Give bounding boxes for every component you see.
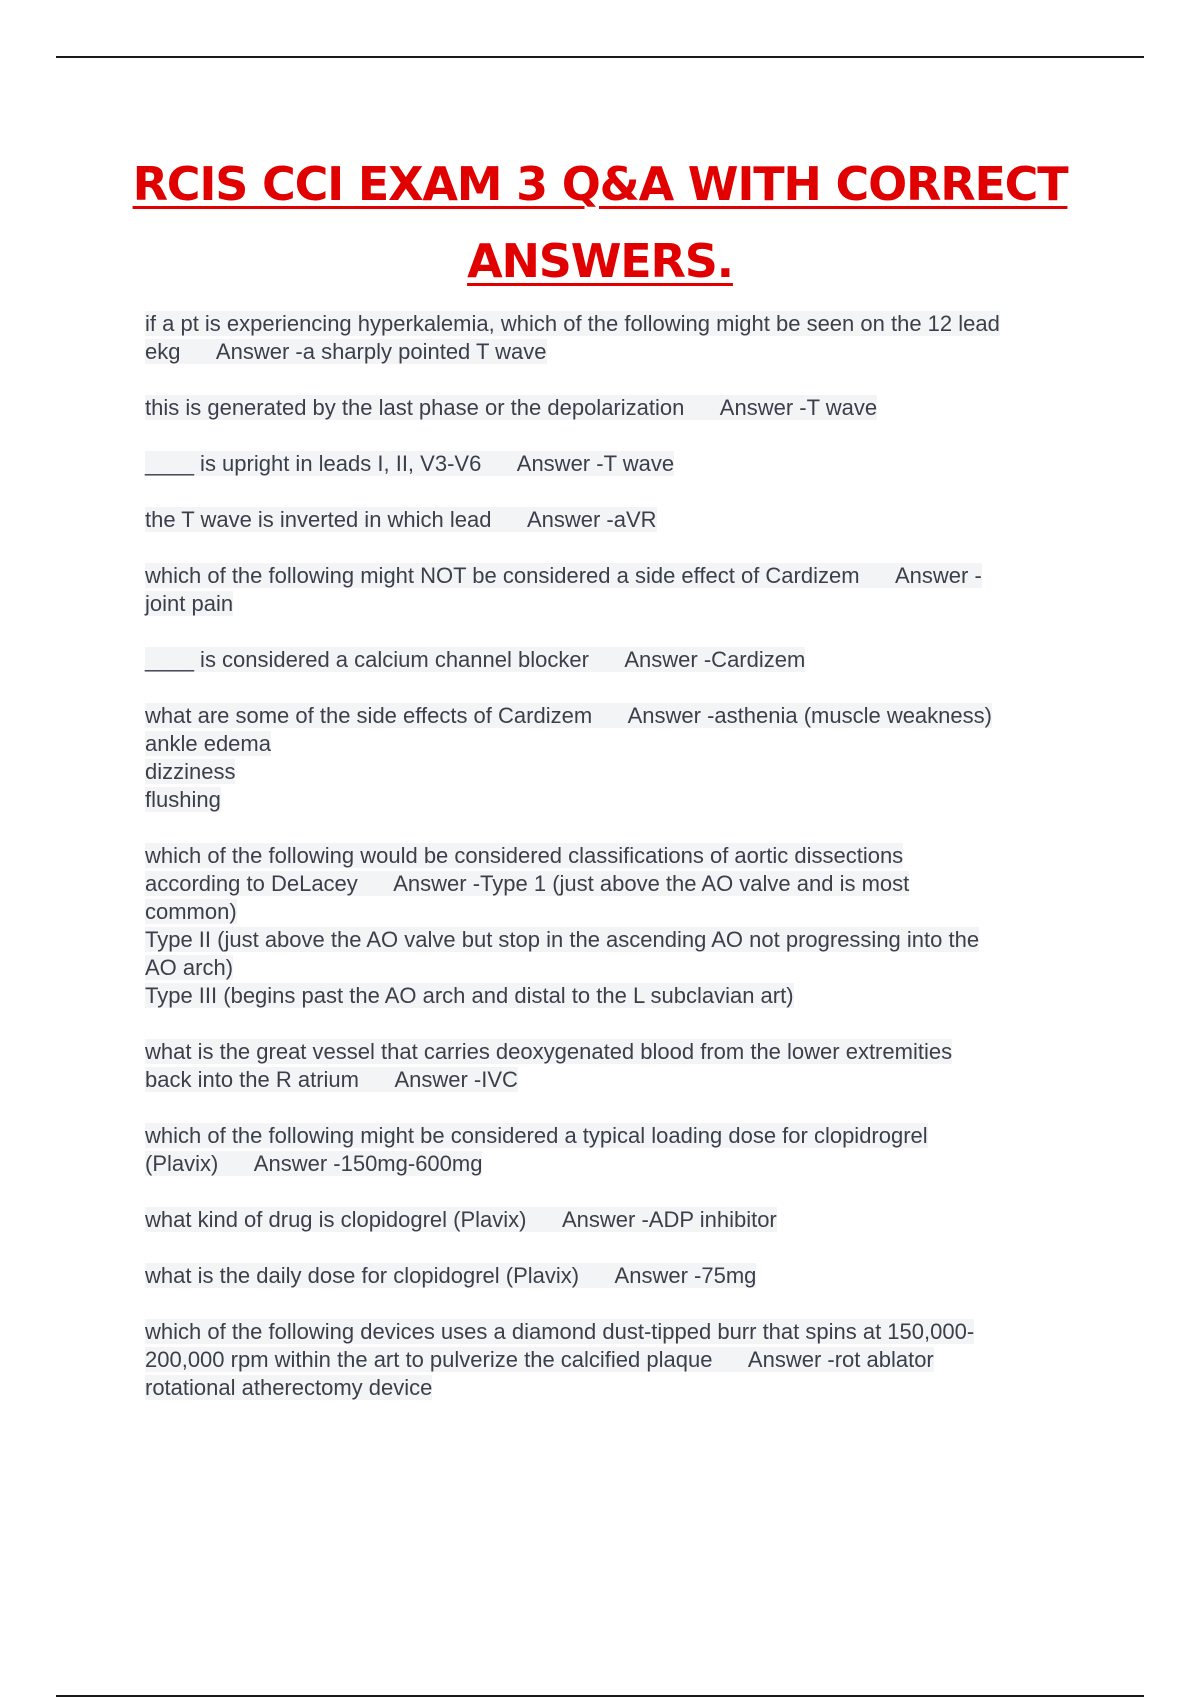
qa-text: which of the following would be considered classifications of aortic dissections according to DeLacey Answer -Type 1 (just above the AO valve and is most common) Type II (just above the AO valve but stop in the ascending AO not progressing into the AO arch) Type III (begins past the AO arch and distal to the L subclavian art) bbox=[145, 843, 980, 1008]
qa-item bbox=[145, 506, 1095, 534]
document-title-line2: ANSWERS. bbox=[467, 234, 733, 288]
qa-text: ____ is considered a calcium channel blocker Answer -Cardizem bbox=[145, 647, 806, 672]
qa-item bbox=[145, 702, 1095, 814]
document-title bbox=[60, 146, 1140, 300]
qa-item bbox=[145, 450, 1095, 478]
qa-text: this is generated by the last phase or the depolarization Answer -T wave bbox=[145, 395, 878, 420]
qa-text: if a pt is experiencing hyperkalemia, which of the following might be seen on the 12 lead ekg Answer -a sharply pointed T wave bbox=[145, 311, 1000, 364]
qa-text: what is the daily dose for clopidogrel (Plavix) Answer -75mg bbox=[145, 1263, 757, 1288]
qa-text: ____ is upright in leads I, II, V3-V6 Answer -T wave bbox=[145, 451, 675, 476]
qa-item bbox=[145, 842, 1095, 1010]
qa-text: the T wave is inverted in which lead Answer -aVR bbox=[145, 507, 657, 532]
qa-item bbox=[145, 646, 1095, 674]
qa-item bbox=[145, 1122, 1095, 1178]
qa-text: which of the following devices uses a diamond dust-tipped burr that spins at 150,000- 200,000 rpm within the art to pulverize the calcified plaque Answer -rot ablator rotational atherectomy device bbox=[145, 1319, 975, 1400]
page-bottom-rule bbox=[56, 1695, 1144, 1697]
qa-text: what is the great vessel that carries deoxygenated blood from the lower extremities back into the R atrium Answer -IVC bbox=[145, 1039, 953, 1092]
document-title-line1: RCIS CCI EXAM 3 Q&A WITH CORRECT bbox=[132, 157, 1068, 211]
qa-item bbox=[145, 1262, 1095, 1290]
page-top-rule bbox=[56, 56, 1144, 58]
qa-text: what kind of drug is clopidogrel (Plavix) Answer -ADP inhibitor bbox=[145, 1207, 777, 1232]
qa-item bbox=[145, 310, 1095, 366]
qa-item bbox=[145, 1038, 1095, 1094]
qa-text: which of the following might be considered a typical loading dose for clopidrogrel (Plavix) Answer -150mg-600mg bbox=[145, 1123, 928, 1176]
qa-item bbox=[145, 562, 1095, 618]
qa-text: what are some of the side effects of Cardizem Answer -asthenia (muscle weakness) ankle edema dizziness flushing bbox=[145, 703, 992, 812]
qa-item bbox=[145, 1318, 1095, 1402]
qa-text: which of the following might NOT be considered a side effect of Cardizem Answer - joint pain bbox=[145, 563, 982, 616]
qa-item bbox=[145, 394, 1095, 422]
qa-item bbox=[145, 1206, 1095, 1234]
qa-list bbox=[145, 310, 1095, 1430]
